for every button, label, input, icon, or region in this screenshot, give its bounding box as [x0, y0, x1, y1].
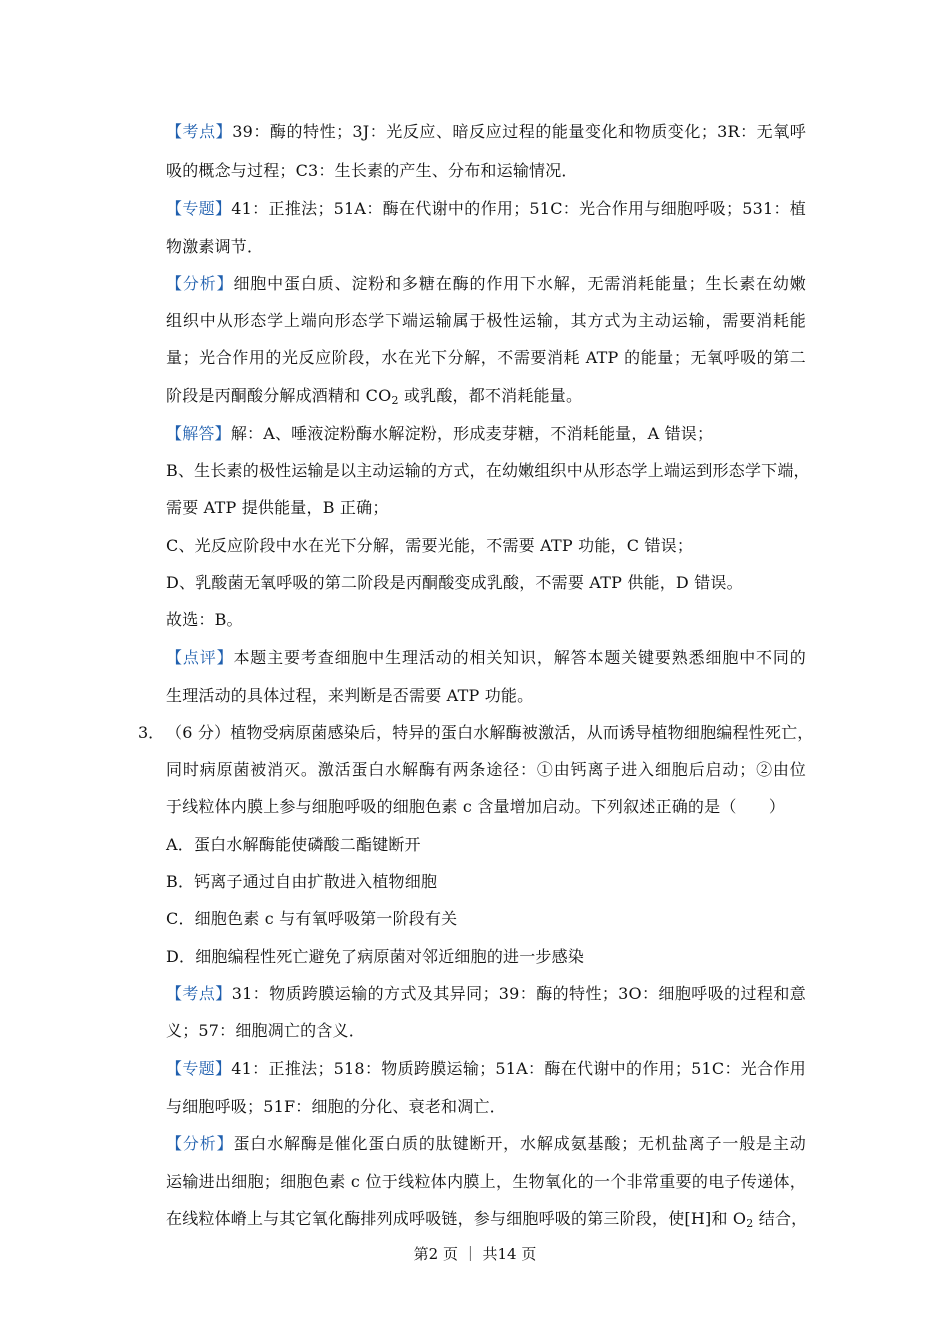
fenxi-text: 在线粒体嵴上与其它氧化酶排列成呼吸链，参与细胞呼吸的第三阶段，使[H]和 O [166, 1209, 747, 1228]
kaodian-text: 39：酶的特性；3J：光反应、暗反应过程的能量变化和物质变化；3R：无氧呼 [232, 122, 806, 141]
q2-kaodian-line-1 [166, 122, 806, 142]
q3-zhuanti-line-1 [166, 1059, 806, 1079]
q2-fenxi-line-3: 量；光合作用的光反应阶段，水在光下分解，不需要消耗 ATP 的能量；无氧呼吸的第二 [166, 348, 806, 367]
q3-option-d: D．细胞编程性死亡避免了病原菌对邻近细胞的进一步感染 [166, 947, 585, 966]
zhuanti-tag: 【专题】 [166, 1059, 232, 1078]
q2-jieda-line-2: B、生长素的极性运输是以主动运输的方式，在幼嫩组织中从形态学上端运到形态学下端， [166, 461, 810, 480]
kaodian-tag: 【考点】 [166, 984, 232, 1003]
q3-fenxi-line-3 [166, 1209, 806, 1229]
dianping-text: 本题主要考查细胞中生理活动的相关知识，解答本题关键要熟悉细胞中不同的 [233, 648, 806, 667]
q3-option-b: B．钙离子通过自由扩散进入植物细胞 [166, 872, 438, 891]
q3-option-a: A．蛋白水解酶能使磷酸二酯键断开 [166, 835, 421, 854]
fenxi-text: 蛋白水解酶是催化蛋白质的肽键断开，水解成氨基酸；无机盐离子一般是主动 [233, 1134, 806, 1153]
q2-dianping-line-2: 生理活动的具体过程，来判断是否需要 ATP 功能。 [166, 686, 534, 705]
q2-fenxi-line-2: 组织中从形态学上端向形态学下端运输属于极性运输，其方式为主动运输，需要消耗能 [166, 311, 806, 330]
kaodian-text: 31：物质跨膜运输的方式及其异同；39：酶的特性；3O：细胞呼吸的过程和意 [231, 984, 806, 1003]
zhuanti-tag: 【专题】 [166, 199, 232, 218]
q2-kaodian-line-2: 吸的概念与过程；C3：生长素的产生、分布和运输情况． [166, 161, 578, 180]
q3-stem-line-3: 于线粒体内膜上参与细胞呼吸的细胞色素 c 含量增加启动。下列叙述正确的是（ ） [166, 797, 786, 816]
q3-fenxi-line-1 [166, 1134, 806, 1154]
subscript: 2 [746, 1217, 754, 1230]
q3-stem-line-2: 同时病原菌被消灭。激活蛋白水解酶有两条途径：①由钙离子进入细胞后启动；②由位 [166, 760, 806, 779]
q2-dianping-line-1 [166, 648, 806, 668]
q3-option-c: C．细胞色素 c 与有氧呼吸第一阶段有关 [166, 909, 458, 928]
q3-zhuanti-line-2: 与细胞呼吸；51F：细胞的分化、衰老和凋亡． [166, 1097, 506, 1116]
page-footer: 第2 页 ｜ 共14 页 [413, 1245, 537, 1263]
fenxi-text: 阶段是丙酮酸分解成酒精和 CO [166, 386, 392, 405]
q3-stem-line-1: （6 分）植物受病原菌感染后，特异的蛋白水解酶被激活，从而诱导植物细胞编程性死亡， [166, 723, 814, 742]
zhuanti-text: 41：正推法；51A：酶在代谢中的作用；51C：光合作用与细胞呼吸；531：植 [231, 199, 806, 218]
q3-kaodian-line-2: 义；57：细胞凋亡的含义． [166, 1021, 365, 1040]
q2-jieda-line-1 [166, 424, 806, 444]
q2-fenxi-line-1 [166, 274, 806, 294]
fenxi-tag: 【分析】 [166, 274, 234, 293]
subscript: 2 [391, 394, 399, 407]
fenxi-text: 细胞中蛋白质、淀粉和多糖在酶的作用下水解，无需消耗能量；生长素在幼嫩 [233, 274, 806, 293]
kaodian-tag: 【考点】 [166, 122, 233, 141]
jieda-tag: 【解答】 [166, 424, 231, 443]
q3-fenxi-line-2: 运输进出细胞；细胞色素 c 位于线粒体内膜上，生物氧化的一个非常重要的电子传递体， [166, 1172, 806, 1191]
jieda-text: 解：A、唾液淀粉酶水解淀粉，形成麦芽糖，不消耗能量，A 错误； [230, 424, 714, 443]
q3-kaodian-line-1 [166, 984, 806, 1004]
q2-jieda-line-6: 故选：B。 [166, 610, 243, 629]
q2-jieda-line-4: C、光反应阶段中水在光下分解，需要光能，不需要 ATP 功能，C 错误； [166, 536, 694, 555]
q2-zhuanti-line-2: 物激素调节． [166, 237, 264, 256]
fenxi-tag: 【分析】 [166, 1134, 234, 1153]
q2-fenxi-line-4 [166, 386, 806, 406]
dianping-tag: 【点评】 [166, 648, 234, 667]
zhuanti-text: 41：正推法；518：物质跨膜运输；51A：酶在代谢中的作用；51C：光合作用 [231, 1059, 806, 1078]
q2-zhuanti-line-1 [166, 199, 806, 219]
question-number: 3． [138, 723, 165, 742]
fenxi-text: 或乳酸，都不消耗能量。 [398, 386, 583, 405]
fenxi-text: 结合， [753, 1209, 808, 1228]
q2-jieda-line-3: 需要 ATP 提供能量，B 正确； [166, 498, 389, 517]
q2-jieda-line-5: D、乳酸菌无氧呼吸的第二阶段是丙酮酸变成乳酸，不需要 ATP 供能，D 错误。 [166, 573, 743, 592]
